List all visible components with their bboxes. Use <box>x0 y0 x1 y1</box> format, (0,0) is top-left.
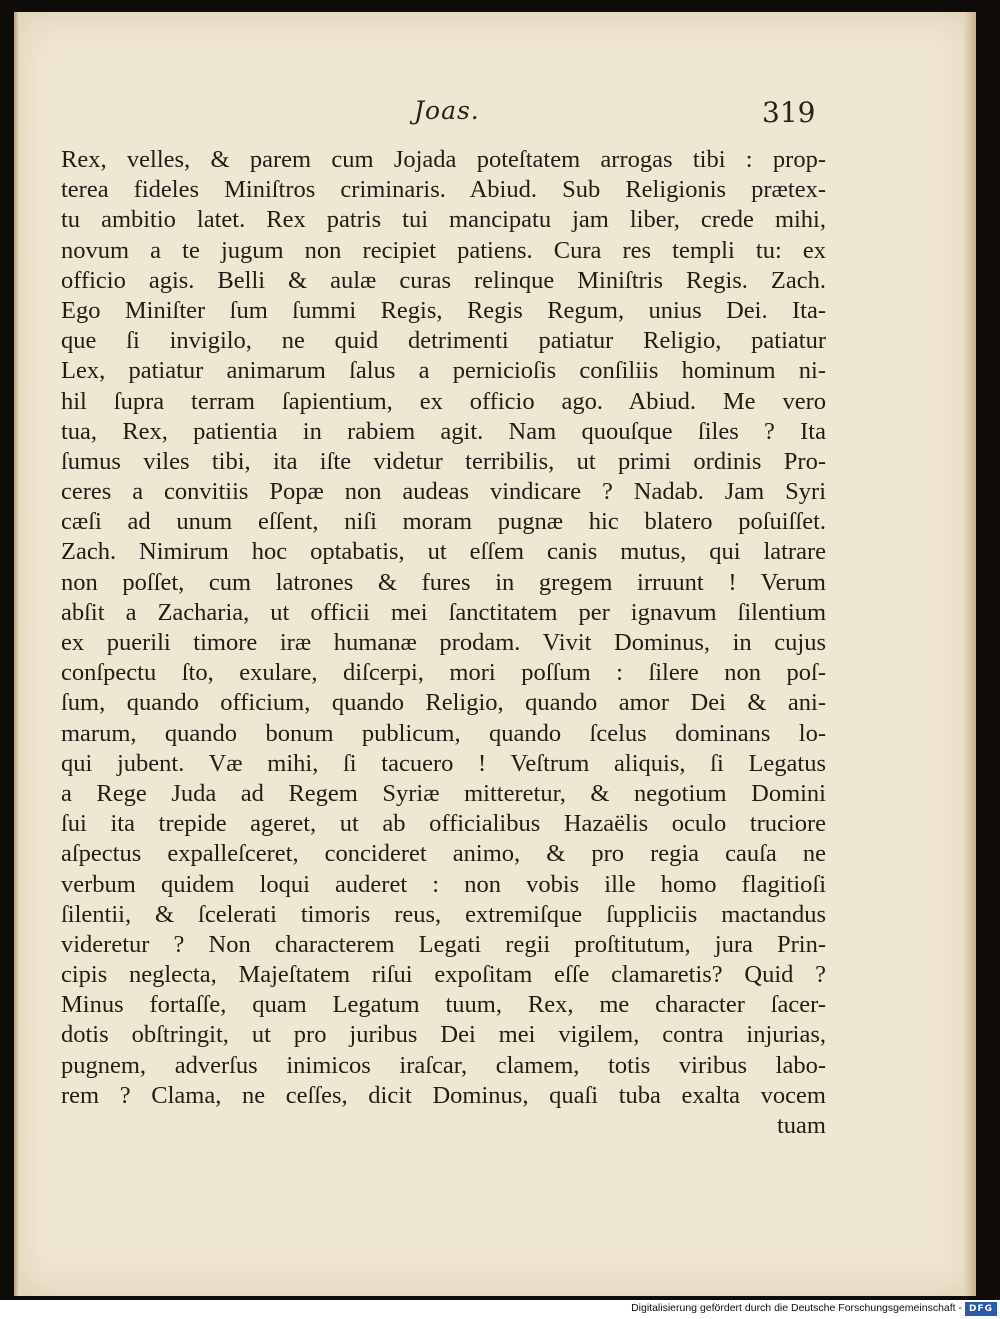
text-line: rem ? Clama, ne ceſſes, dicit Dominus, quaſi tuba exalta vocem <box>61 1081 826 1109</box>
text-line: terea fideles Miniſtros criminaris. Abiud. Sub Religionis prætex- <box>61 176 826 204</box>
text-line: hil ſupra terram ſapientium, ex officio ago. Abiud. Me vero <box>61 387 826 415</box>
page-number: 319 <box>762 96 816 129</box>
text-line: non poſſet, cum latrones & fures in gregem irruunt ! Verum <box>61 568 826 596</box>
text-line: novum a te jugum non recipiet patiens. Cura res templi tu: ex <box>61 236 826 264</box>
text-line: conſpectu ſto, exulare, diſcerpi, mori poſſum : ſilere non poſ- <box>61 659 826 687</box>
body-text <box>61 145 826 1141</box>
text-line: marum, quando bonum publicum, quando ſcelus dominans lo- <box>61 719 826 747</box>
text-line: Minus fortaſſe, quam Legatum tuum, Rex, me character ſacer- <box>61 991 826 1019</box>
text-line: ſumus viles tibi, ita iſte videtur terribilis, ut primi ordinis Pro- <box>61 447 826 475</box>
text-line: abſit a Zacharia, ut officii mei ſanctitatem per ignavum ſilentium <box>61 598 826 626</box>
text-line: cæſi ad unum eſſent, niſi moram pugnæ hic blatero poſuiſſet. <box>61 508 826 536</box>
text-line: verbum quidem loqui auderet : non vobis ille homo flagitioſi <box>61 870 826 898</box>
book-page <box>14 12 976 1296</box>
running-head-title: Joas. <box>414 96 480 125</box>
text-line: aſpectus expalleſceret, concideret animo, & pro regia cauſa ne <box>61 840 826 868</box>
text-line: ex puerili timore iræ humanæ prodam. Vivit Dominus, in cujus <box>61 629 826 656</box>
text-line: ſui ita trepide ageret, ut ab officialibus Hazaëlis oculo truciore <box>61 810 826 838</box>
text-line: Ego Miniſter ſum ſummi Regis, Regis Regum, unius Dei. Ita- <box>61 296 826 324</box>
text-line: ſilentii, & ſcelerati timoris reus, extremiſque ſuppliciis mactandus <box>61 900 826 928</box>
text-line: pugnem, adverſus inimicos iraſcar, clamem, totis viribus labo- <box>61 1051 826 1079</box>
text-line: dotis obſtringit, ut pro juribus Dei mei vigilem, contra injurias, <box>61 1021 826 1049</box>
text-line: cipis neglecta, Majeſtatem riſui expoſitam eſſe clamaretis? Quid ? <box>61 961 826 989</box>
text-line: ſum, quando officium, quando Religio, quando amor Dei & ani- <box>61 689 826 717</box>
text-line: officio agis. Belli & aulæ curas relinque Miniſtris Regis. Zach. <box>61 266 826 294</box>
text-line: que ſi invigilo, ne quid detrimenti patiatur Religio, patiatur <box>61 327 826 355</box>
text-line: tua, Rex, patientia in rabiem agit. Nam quouſque ſiles ? Ita <box>61 417 826 445</box>
text-line: tu ambitio latet. Rex patris tui mancipatu jam liber, crede mihi, <box>61 206 826 234</box>
text-line: Rex, velles, & parem cum Jojada poteſtatem arrogas tibi : prop- <box>61 146 826 173</box>
text-line: qui jubent. Væ mihi, ſi tacuero ! Veſtrum aliquis, ſi Legatus <box>61 749 826 777</box>
text-line: Zach. Nimirum hoc optabatis, ut eſſem canis mutus, qui latrare <box>61 538 826 566</box>
text-line: videretur ? Non characterem Legati regii proſtitutum, jura Prin- <box>61 930 826 958</box>
footer-bar <box>0 1300 1000 1319</box>
text-line: a Rege Juda ad Regem Syriæ mitteretur, & negotium Domini <box>61 779 826 807</box>
dfg-logo: DFG <box>965 1302 997 1316</box>
text-line: Lex, patiatur animarum ſalus a pernicioſis conſiliis hominum ni- <box>61 357 826 385</box>
page-fore-edge <box>964 12 976 1296</box>
page-gutter-edge <box>14 12 20 1296</box>
text-line: tuam <box>777 1112 826 1139</box>
text-line: ceres a convitiis Popæ non audeas vindicare ? Nadab. Jam Syri <box>61 478 826 506</box>
running-head <box>14 96 976 136</box>
digitization-credit: Digitalisierung gefördert durch die Deutsche Forschungsgemeinschaft - <box>631 1302 962 1314</box>
